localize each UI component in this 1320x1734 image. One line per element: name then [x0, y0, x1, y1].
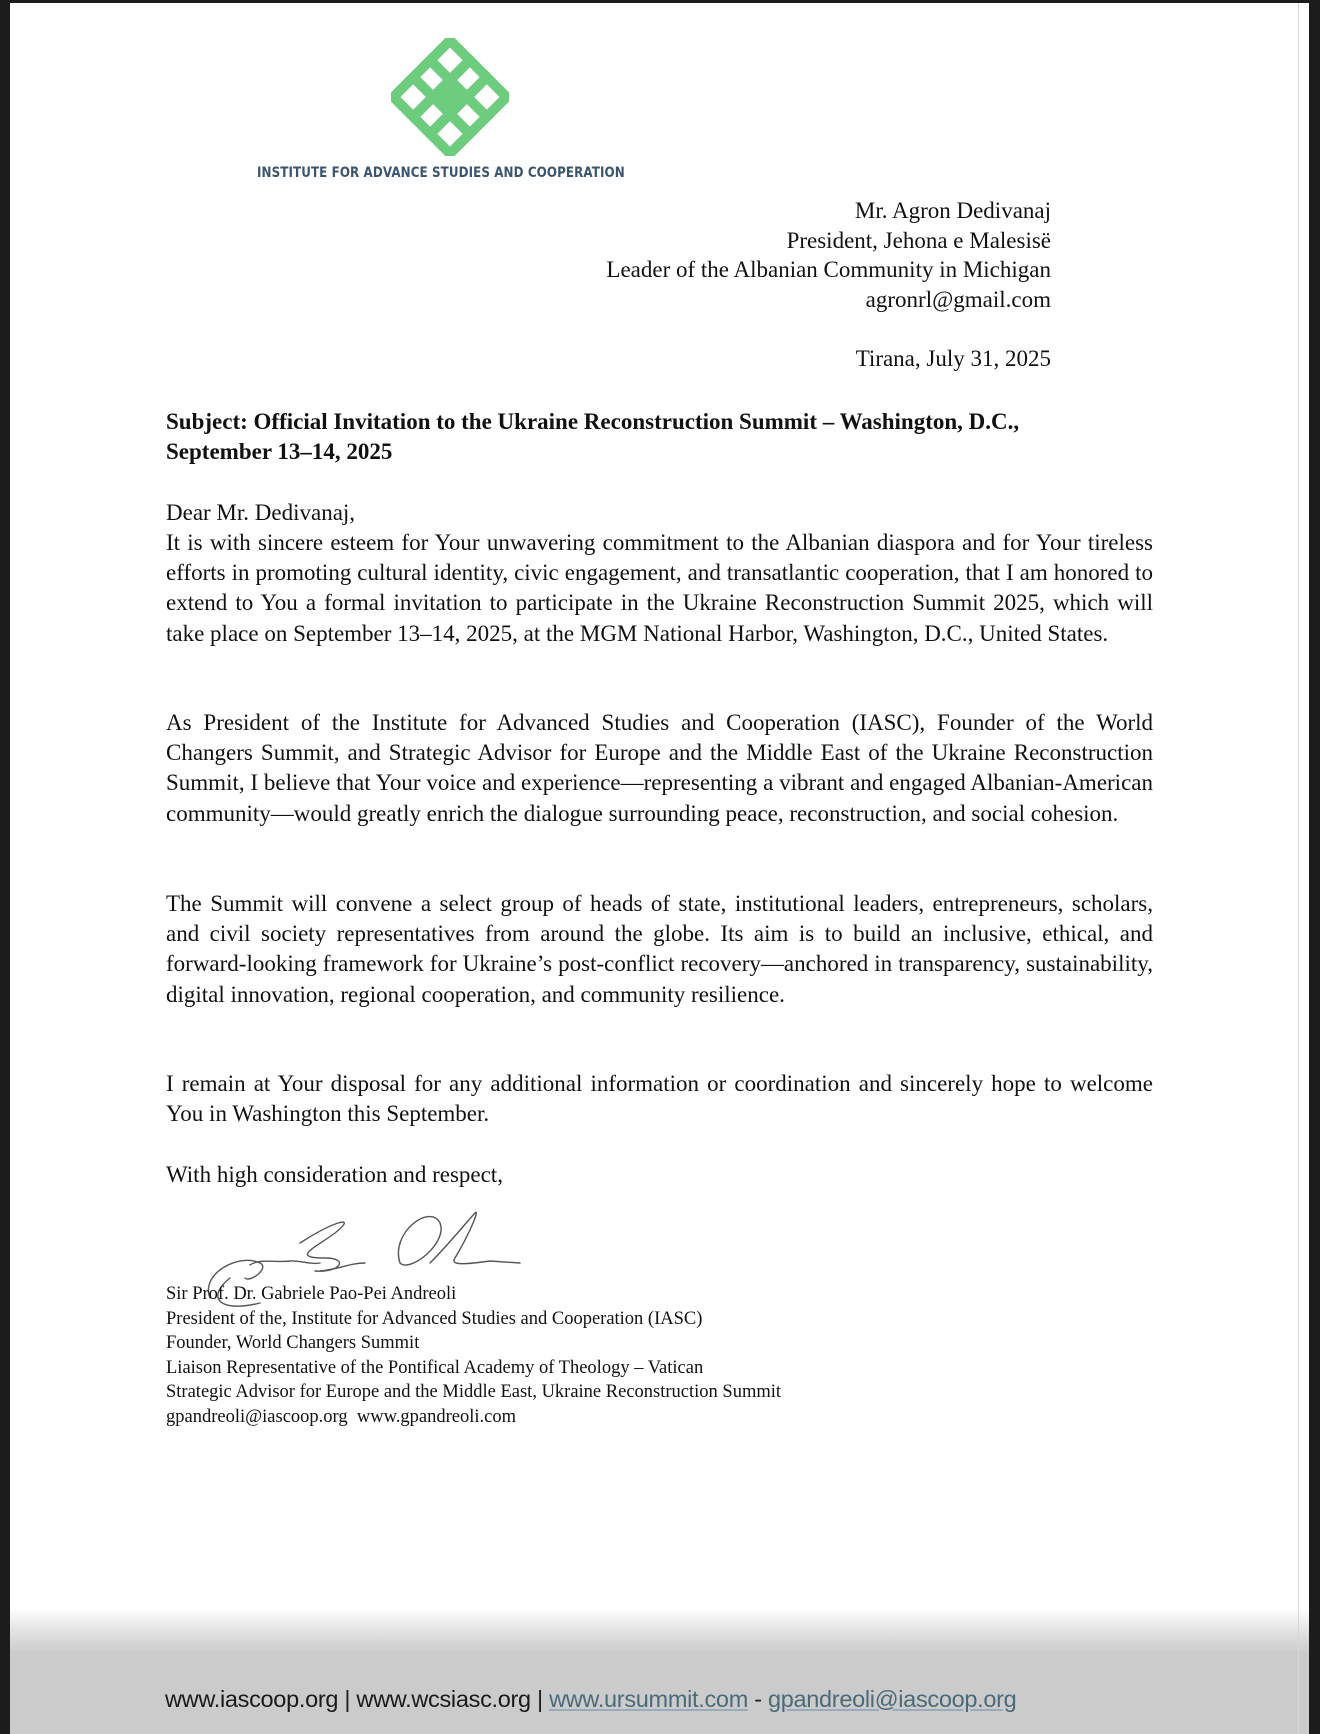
paragraph-3: The Summit will convene a select group of heads of state, institutional leaders, entrepreneurs, scholars, and civil society representatives from around the globe. Its aim is to build an inclusive, ethical, and forward-looking framework for Ukraine’s post-conflict recovery—anchored in transparency, sustainability, digital innovation, regional cooperation, and community resilience. — [166, 891, 1153, 1007]
subject-line — [166, 407, 1156, 467]
letter-page — [10, 3, 1309, 1734]
footer-link-ursummit[interactable]: www.ursummit.com — [549, 1686, 748, 1712]
paragraph-2: As President of the Institute for Advanced Studies and Cooperation (IASC), Founder of the World Changers Summit, and Strategic Advisor for Europe and the Middle East of the Ukraine Reconstruction Summit, I believe that Your voice and experience—representing a vibrant and engaged Albanian-American community—would greatly enrich the dialogue surrounding peace, reconstruction, and social cohesion. — [166, 710, 1153, 826]
paragraph-4: I remain at Your disposal for any additional information or coordination and sincerely hope to welcome You in Washington this September. — [166, 1071, 1153, 1127]
signatory-line-1: President of the, Institute for Advanced Studies and Cooperation (IASC) — [166, 1308, 703, 1329]
signatory-name: Sir Prof. Dr. Gabriele Pao-Pei Andreoli — [166, 1284, 457, 1304]
salutation: Dear Mr. Dedivanaj, — [166, 500, 356, 525]
paragraph-1: It is with sincere esteem for Your unwavering commitment to the Albanian diaspora and for Your tireless efforts in promoting cultural identity, civic engagement, and transatlantic cooperation, that I am honored to extend to You a formal invitation to participate in the Ukraine Reconstruction Summit 2025, which will take place on September 13–14, 2025, at the MGM National Harbor, Washington, D.C., United States. — [166, 530, 1153, 646]
letter-date: Tirana, July 31, 2025 — [855, 346, 1051, 371]
signatory-line-4: Strategic Advisor for Europe and the Middle East, Ukraine Reconstruction Summit — [166, 1382, 781, 1403]
footer-link-iascoop[interactable]: www.iascoop.org — [165, 1686, 339, 1712]
footer-separator: | — [530, 1686, 550, 1712]
footer-email-link[interactable]: gpandreoli@iascoop.org — [767, 1686, 1017, 1712]
signatory-contact — [166, 1405, 781, 1430]
footer-contacts — [165, 1686, 1016, 1713]
subject-line-2: September 13–14, 2025 — [166, 439, 393, 464]
signatory-website[interactable]: www.gpandreoli.com — [356, 1406, 516, 1427]
closing: With high consideration and respect, — [166, 1162, 503, 1187]
organization-name: INSTITUTE FOR ADVANCE STUDIES AND COOPERATION — [257, 165, 625, 181]
signatory-line-2: Founder, World Changers Summit — [166, 1333, 420, 1354]
footer-link-wcsiasc[interactable]: www.wcsiasc.org — [356, 1686, 531, 1712]
signatory-block — [166, 1282, 781, 1430]
footer-separator: - — [747, 1686, 768, 1712]
interlaced-knot-logo-icon — [391, 38, 509, 156]
recipient-role: Leader of the Albanian Community in Michigan — [606, 257, 1051, 282]
footer-separator: | — [338, 1686, 357, 1712]
recipient-name: Mr. Agron Dedivanaj — [854, 198, 1051, 223]
recipient-email: agronrl@gmail.com — [865, 286, 1051, 312]
signatory-line-3: Liaison Representative of the Pontifical Academy of Theology – Vatican — [166, 1357, 704, 1378]
page-edge — [1298, 3, 1299, 1734]
recipient-block — [606, 196, 1051, 314]
subject-line-1: Subject: Official Invitation to the Ukraine Reconstruction Summit – Washington, D.C., — [166, 409, 1020, 434]
signatory-email[interactable]: gpandreoli@iascoop.org — [166, 1406, 348, 1427]
recipient-title: President, Jehona e Malesisë — [786, 227, 1051, 253]
